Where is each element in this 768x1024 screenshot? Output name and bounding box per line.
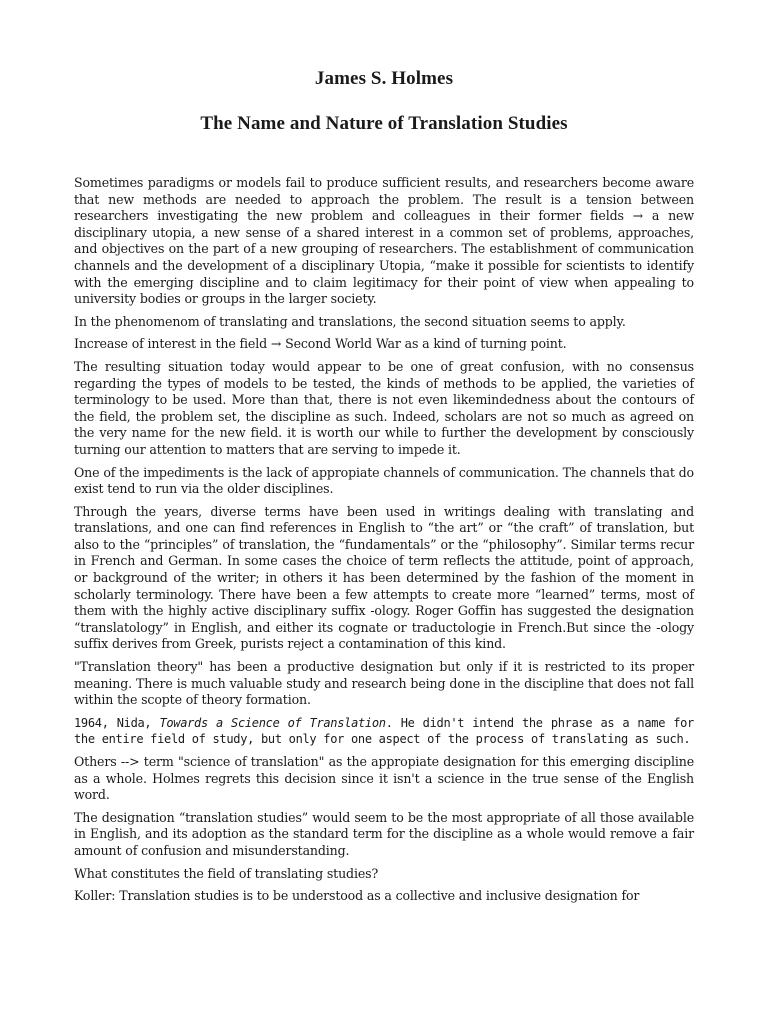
paragraph-translation-theory: "Translation theory" has been a productive designation but only if it is restricted to its proper meaning. There is much valuable study and research being done in the discipline that does not fall within the scopte of theory formation. xyxy=(74,659,694,708)
paragraph-nida xyxy=(74,715,694,748)
paragraph-science-of-translation: Others --> term "science of translation" as the appropiate designation for this emerging discipline as a whole. Holmes regrets this decision since it isn't a science in the true sense of the English word. xyxy=(74,754,694,803)
paragraph-impediments: One of the impediments is the lack of appropiate channels of communication. The channels that do exist tend to run via the older disciplines. xyxy=(74,464,694,497)
paragraph-confusion: The resulting situation today would appear to be one of great confusion, with no consensus regarding the types of models to be tested, the kinds of methods to be applied, the varieties of terminology to be used. More than that, there is not even likemindedness about the contours of the field, the problem set, the discipline as such. Indeed, scholars are not so much as agreed on the very name for the new field. it is worth our while to further the development by consciously turning our attention to matters that are serving to impede it. xyxy=(74,358,694,457)
nida-prefix: 1964, Nida, xyxy=(74,715,160,730)
paragraph-terms: Through the years, diverse terms have been used in writings dealing with translating and translations, and one can find references in English to “the art” or “the craft” of translation, but also to the “principles” of translation, the “fundamentals” or the “philosophy”. Similar terms recur in French and German. In some cases the choice of term reflects the attitude, point of approach, or background of the writer; in others it has been determined by the fashion of the moment in scholarly terminology. There have been a few attempts to create more “learned” terms, most of them with the highly active disciplinary suffix -ology. Roger Goffin has suggested the designation “translatology” in English, and either its cognate or traductologie in French.But since the -ology suffix derives from Greek, purists reject a contamination of this kind. xyxy=(74,503,694,652)
paragraph-koller: Koller: Translation studies is to be understood as a collective and inclusive designation for xyxy=(74,888,640,904)
document-body xyxy=(74,175,694,911)
paragraph-translation-studies: The designation “translation studies” would seem to be the most appropriate of all those available in English, and its adoption as the standard term for the discipline as a whole would remove a fair amount of confusion and misunderstanding. xyxy=(74,809,694,858)
paragraph-question: What constitutes the field of translating studies? xyxy=(74,865,379,881)
paragraph-phenomenom: In the phenomenom of translating and translations, the second situation seems to apply. xyxy=(74,313,626,329)
document-title: The Name and Nature of Translation Studies xyxy=(200,113,568,134)
paragraph-paradigms: Sometimes paradigms or models fail to produce sufficient results, and researchers become aware that new methods are needed to approach the problem. The result is a tension between researchers investigating the new problem and colleagues in their former fields → a new disciplinary utopia, a new sense of a shared interest in a common set of problems, approaches, and objectives on the part of a new grouping of researchers. The establishment of communication channels and the development of a disciplinary Utopia, “make it possible for scientists to identify with the emerging discipline and to claim legitimacy for their point of view when appealing to university bodies or groups in the larger society. xyxy=(74,175,694,307)
paragraph-interest: Increase of interest in the field → Second World War as a kind of turning point. xyxy=(74,336,567,352)
nida-suffix: . He didn't intend the phrase as a name for the entire field of study, but only for one aspect of the process of translating as such. xyxy=(74,715,694,747)
nida-book-title: Towards a Science of Translation xyxy=(159,715,386,730)
document-author: James S. Holmes xyxy=(314,68,454,89)
